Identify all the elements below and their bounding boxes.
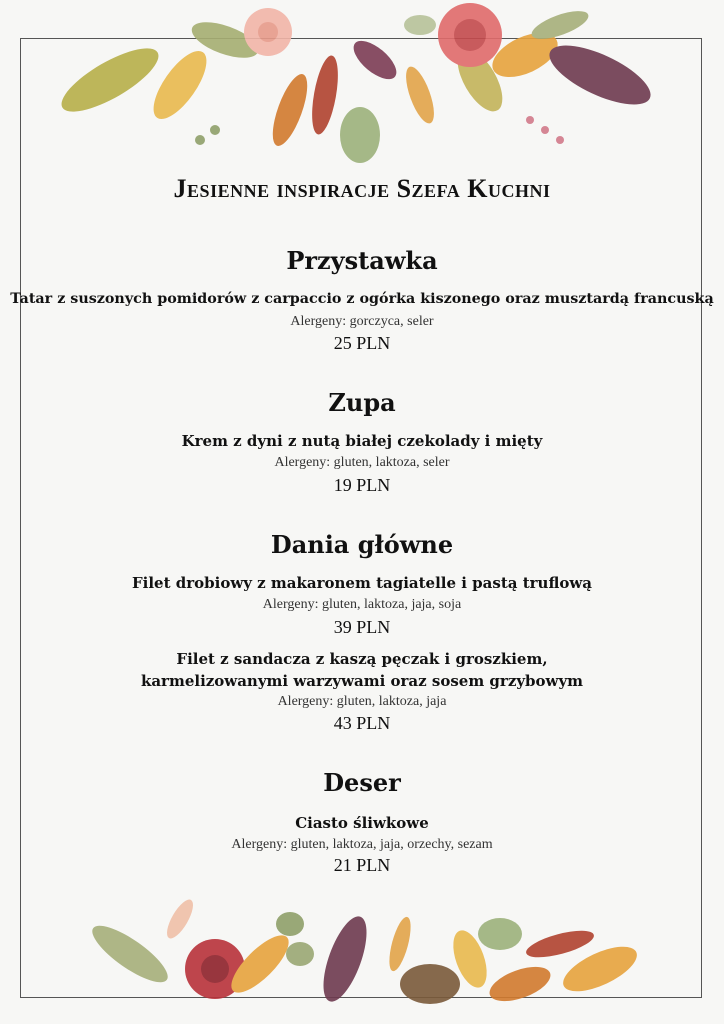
section-title-dania-glowne: Dania główne <box>270 530 454 559</box>
dish-price: 39 PLN <box>333 617 391 637</box>
dish-allergens: Alergeny: gluten, laktoza, jaja, orzechy, sezam <box>231 837 493 852</box>
dish-name: Ciasto śliwkowe <box>295 814 429 832</box>
menu-title: Jesienne inspiracje Szefa Kuchni <box>173 174 551 203</box>
dish-price: 43 PLN <box>333 713 391 733</box>
dish-name-line1: Filet z sandacza z kaszą pęczak i groszkiem, <box>176 650 548 668</box>
section-title-zupa: Zupa <box>328 388 396 417</box>
dish-allergens: Alergeny: gluten, laktoza, jaja <box>277 694 447 709</box>
dish-price: 25 PLN <box>333 333 391 353</box>
dish-name: Filet drobiowy z makaronem tagiatelle i pastą truflową <box>132 574 592 592</box>
dish-price: 21 PLN <box>333 855 391 875</box>
dish-name: Krem z dyni z nutą białej czekolady i mięty <box>181 432 543 450</box>
dish-name-line2: karmelizowanymi warzywami oraz sosem grzybowym <box>140 672 584 690</box>
dish-name: Tatar z suszonych pomidorów z carpaccio z ogórka kiszonego oraz musztardą francuską <box>10 291 714 307</box>
dish-allergens: Alergeny: gluten, laktoza, jaja, soja <box>262 597 462 612</box>
dish-allergens: Alergeny: gorczyca, seler <box>290 314 434 329</box>
section-title-przystawka: Przystawka <box>286 246 438 275</box>
section-title-deser: Deser <box>323 768 401 797</box>
dish-price: 19 PLN <box>333 475 391 495</box>
dish-allergens: Alergeny: gluten, laktoza, seler <box>274 455 450 470</box>
